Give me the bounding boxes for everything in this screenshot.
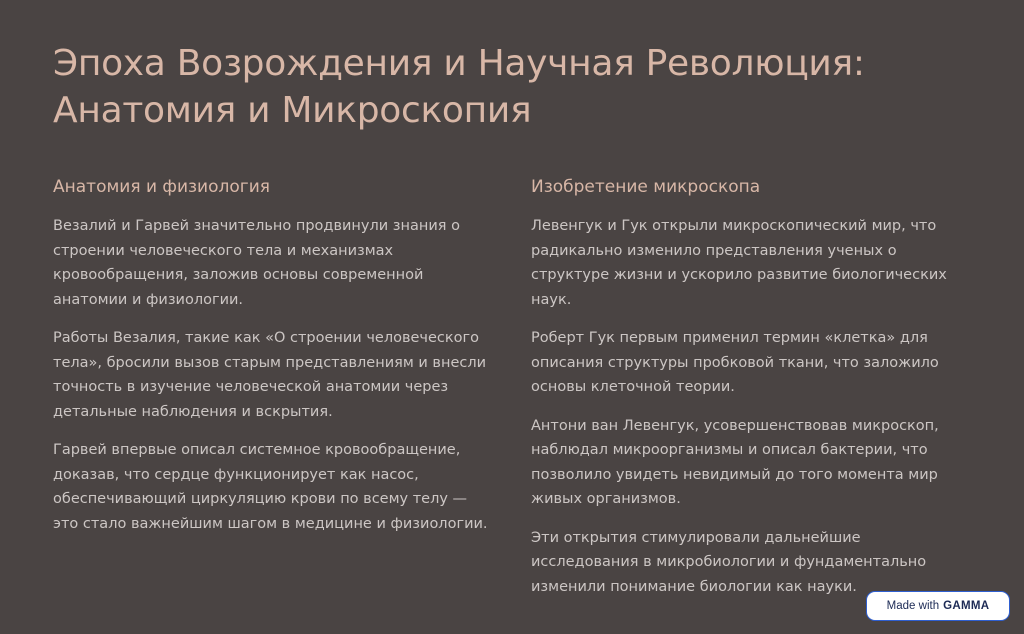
page-title bbox=[53, 40, 973, 134]
column-heading: Анатомия и физиология bbox=[53, 177, 270, 197]
paragraph: Гарвей впервые описал системное кровообращение, доказав, что сердце функционирует как насос, обеспечивающий циркуляцию крови по всему телу — это стало важнейшим шагом в медицине и физиологии. bbox=[53, 442, 488, 532]
title-line-1: Эпоха Возрождения и Научная Революция: bbox=[53, 43, 865, 84]
column-heading: Изобретение микроскопа bbox=[531, 177, 761, 197]
column-microscope bbox=[531, 174, 971, 613]
paragraph: Работы Везалия, такие как «О строении человеческого тела», бросили вызов старым представлениям и внесли точность в изучение человеческой анатомии через детальные наблюдения и вскрытия. bbox=[53, 330, 487, 420]
gamma-logo: GAMMA bbox=[943, 600, 990, 612]
title-line-2: Анатомия и Микроскопия bbox=[53, 90, 532, 131]
paragraph: Везалий и Гарвей значительно продвинули знания о строении человеческого тела и механизмах кровообращения, заложив основы современной анатомии и физиологии. bbox=[53, 218, 460, 308]
paragraph: Роберт Гук первым применил термин «клетка» для описания структуры пробковой ткани, что заложило основы клеточной теории. bbox=[531, 330, 939, 395]
badge-prefix: Made with bbox=[886, 600, 940, 612]
paragraph: Антони ван Левенгук, усовершенствовав микроскоп, наблюдал микроорганизмы и описал бактерии, что позволило увидеть невидимый до того момента мир живых организмов. bbox=[531, 417, 939, 507]
column-anatomy bbox=[53, 174, 493, 550]
paragraph: Левенгук и Гук открыли микроскопический мир, что радикально изменило представления ученых о структуре жизни и ускорило развитие биологических наук. bbox=[531, 218, 947, 308]
made-with-gamma-badge[interactable] bbox=[866, 591, 1010, 621]
paragraph: Эти открытия стимулировали дальнейшие исследования в микробиологии и фундаментально изменили понимание биологии как науки. bbox=[531, 529, 927, 595]
